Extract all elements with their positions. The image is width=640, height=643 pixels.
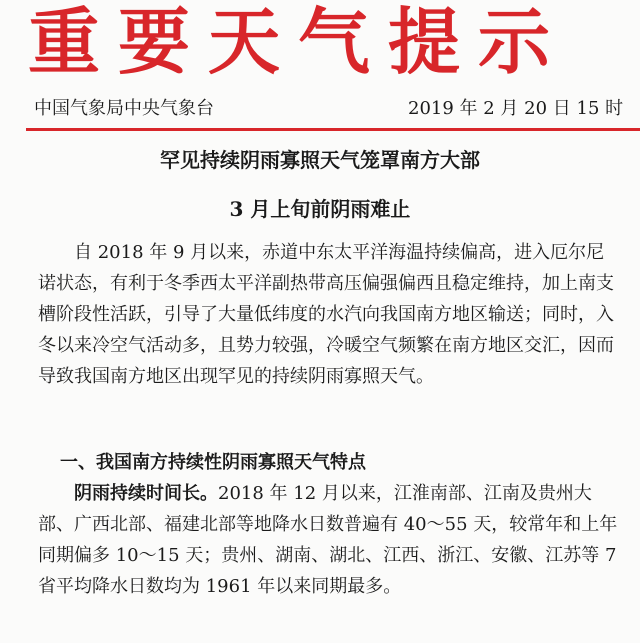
- paragraph-2-text: 2018 年 12 月以来，江淮南部、江南及贵州大部、广西北部、福建北部等地降水日数普遍有 40～55 天，较常年和上年同期偏多 10～15 天；贵州、湖南、湖北、江西、浙江、安徽、江苏等 7 省平均降水日数均为 1961 年以来同期最多。: [38, 483, 618, 597]
- headline-line-1: 罕见持续阴雨寡照天气笼罩南方大部: [160, 148, 480, 172]
- masthead-title: 重要天气提示: [28, 0, 569, 84]
- masthead: [0, 0, 640, 88]
- body-paragraph-1: 自 2018 年 9 月以来，赤道中东太平洋海温持续偏高，进入厄尔尼诺状态，有利于冬季西太平洋副热带高压偏强偏西且稳定维持，加上南支槽阶段性活跃，引导了大量低纬度的水汽向我国南方地区输送；同时，入冬以来冷空气活动多，且势力较强，冷暖空气频繁在南方地区交汇，因而导致我国南方地区出现罕见的持续阴雨寡照天气。: [38, 242, 614, 387]
- masthead-divider: [26, 128, 640, 131]
- issuer-line: [0, 88, 640, 124]
- section-1-title: 一、我国南方持续性阴雨寡照天气特点: [60, 452, 366, 473]
- issue-date: 2019 年 2 月 20 日 15 时: [408, 98, 624, 119]
- body-paragraph-2: [38, 478, 622, 602]
- paragraph-2-lead: 阴雨持续时间长。: [74, 483, 218, 504]
- issuer-name: 中国气象局中央气象台: [34, 98, 214, 119]
- headline-line-2: 3 月上旬前阴雨难止: [229, 197, 411, 221]
